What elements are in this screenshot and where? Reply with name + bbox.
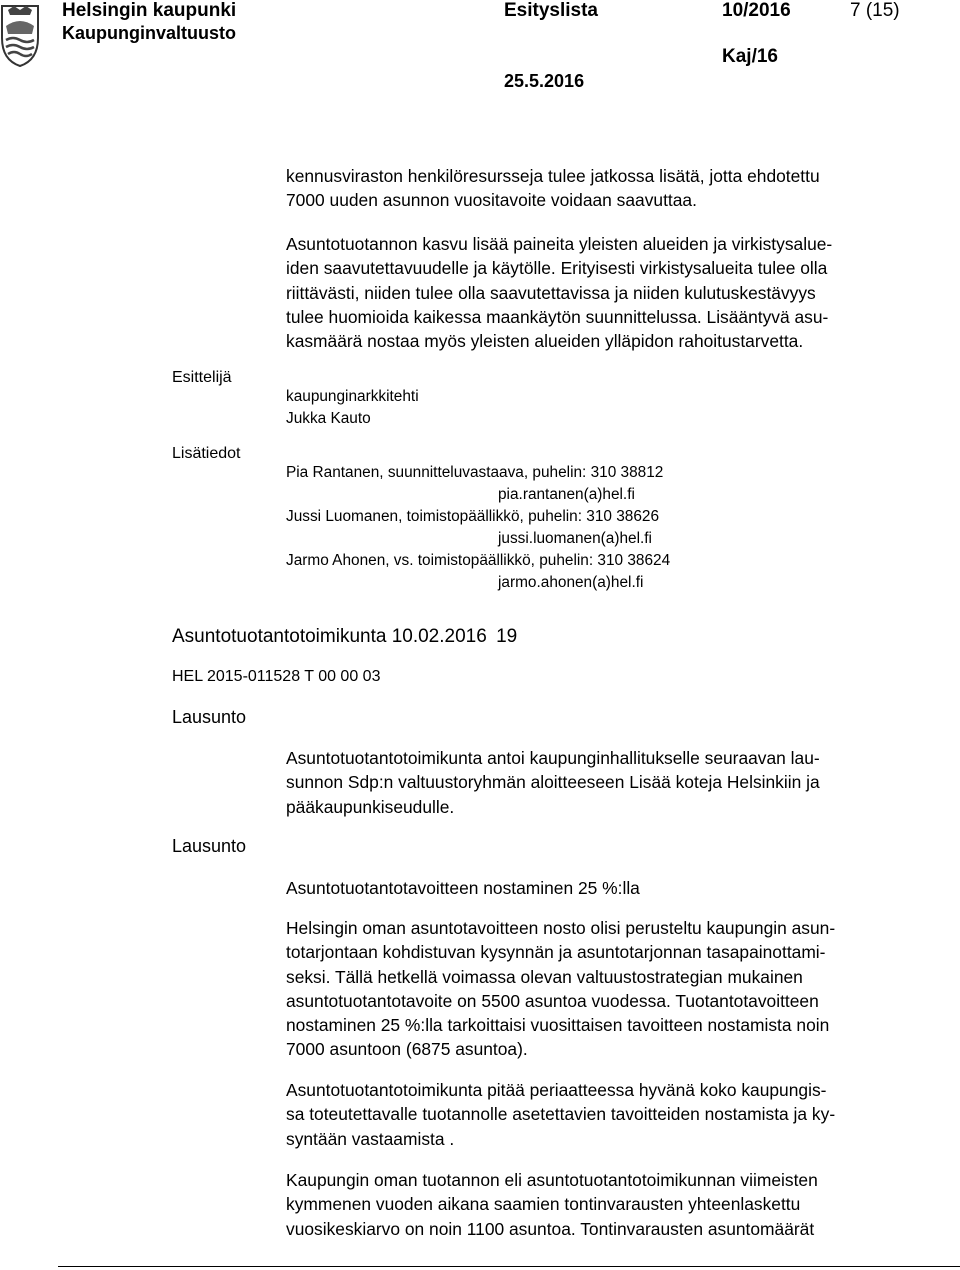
header-doc-type: Esityslista: [504, 0, 598, 21]
text-line: Asuntotuotantotavoitteen nostaminen 25 %:lla: [286, 878, 640, 898]
helsinki-crest-logo: [0, 4, 40, 68]
contacts-block: [286, 462, 670, 594]
text-line: nostaminen 25 %:lla tarkoittaisi vuosittaisen tavoitteen nostamista noin: [286, 1015, 830, 1036]
header-case: Kaj/16: [722, 46, 778, 67]
text-line: seksi. Tällä hetkellä voimassa olevan valtuustostrategian mukainen: [286, 966, 803, 987]
text-line: Helsingin oman asuntotavoitteen nosto olisi perusteltu kaupungin asun-: [286, 918, 836, 938]
section-title-number: 19: [496, 626, 518, 647]
paragraph: [286, 232, 946, 353]
text-line: 7000 asuntoon (6875 asuntoa).: [286, 1039, 528, 1060]
header-body: Kaupunginvaltuusto: [62, 23, 236, 43]
contact-line: Jarmo Ahonen, vs. toimistopäällikkö, puhelin: 310 38624: [286, 552, 671, 569]
text-line: Asuntotuotantotoimikunta antoi kaupunginhallitukselle seuraavan lau-: [286, 748, 820, 768]
text-line: Kaupungin oman tuotannon eli asuntotuotantotoimikunnan viimeisten: [286, 1170, 818, 1190]
contact-line: Pia Rantanen, suunnitteluvastaava, puhelin: 310 38812: [286, 464, 664, 481]
paragraph: [286, 1168, 946, 1241]
text-line: iden saavutettavuudelle ja käytölle. Erityisesti virkistysalueita tulee olla: [286, 258, 828, 279]
text-line: riittävästi, niiden tulee olla saavutettavissa ja niiden kulutuskestävyys: [286, 282, 816, 303]
text-line: vuosikeskiarvo on noin 1100 asuntoa. Tontinvarausten asuntomäärät: [286, 1218, 815, 1239]
paragraph: [286, 916, 946, 1062]
contact-email: pia.rantanen(a)hel.fi: [498, 486, 635, 503]
statement-label: Lausunto: [172, 707, 247, 727]
statement-label-2: Lausunto: [172, 836, 247, 856]
presenter-name: Jukka Kauto: [286, 410, 371, 427]
paragraph: [286, 746, 946, 819]
text-line: kasmäärä nostaa myös yleisten alueiden ylläpidon rahoitustarvetta.: [286, 331, 804, 352]
footer-divider: [58, 1266, 960, 1267]
subheading: [286, 876, 946, 900]
text-line: 7000 uuden asunnon vuositavoite voidaan saavuttaa.: [286, 190, 697, 211]
presenter-title: kaupunginarkkitehti: [286, 388, 419, 405]
header-number: 10/2016: [722, 0, 791, 21]
paragraph: [286, 1078, 946, 1151]
text-line: sunnon Sdp:n valtuustoryhmän aloitteeseen Lisää koteja Helsinkiin ja: [286, 772, 820, 793]
text-line: kymmenen vuoden aikana saamien tontinvarausten yhteenlaskettu: [286, 1194, 801, 1215]
text-line: sa toteutettavalle tuotannolle asetettavien tavoitteiden nostamista ja ky-: [286, 1104, 836, 1125]
header-org: Helsingin kaupunki: [62, 0, 237, 21]
header-date: 25.5.2016: [504, 71, 585, 91]
text-line: tulee huomioida kaikessa maankäytön suunnittelussa. Lisääntyvä asu-: [286, 306, 829, 327]
contact-email: jarmo.ahonen(a)hel.fi: [498, 574, 644, 591]
header-page: 7 (15): [850, 0, 900, 21]
presenter-label: Esittelijä: [172, 369, 232, 386]
text-line: Asuntotuotantotoimikunta pitää periaatteessa hyvänä koko kaupungis-: [286, 1080, 827, 1100]
text-line: syntään vastaamista .: [286, 1128, 455, 1149]
presenter-block: [286, 386, 419, 430]
contact-line: Jussi Luomanen, toimistopäällikkö, puhelin: 310 38626: [286, 508, 660, 525]
text-line: asuntotuotantotavoite on 5500 asuntoa vuodessa. Tuotantotavoitteen: [286, 990, 819, 1011]
case-id: HEL 2015-011528 T 00 00 03: [172, 668, 381, 685]
section-title: [172, 625, 517, 649]
text-line: kennusviraston henkilöresursseja tulee jatkossa lisätä, jotta ehdotettu: [286, 166, 820, 186]
section-title-main: Asuntotuotantotoimikunta 10.02.2016: [172, 626, 487, 647]
info-label: Lisätiedot: [172, 445, 241, 462]
text-line: pääkaupunkiseudulle.: [286, 796, 455, 817]
contact-email: jussi.luomanen(a)hel.fi: [498, 530, 652, 547]
paragraph: [286, 164, 946, 213]
text-line: totarjontaan kohdistuvan kysynnän ja asuntotarjonnan tasapainottami-: [286, 942, 826, 963]
text-line: Asuntotuotannon kasvu lisää paineita yleisten alueiden ja virkistysalue-: [286, 234, 833, 254]
